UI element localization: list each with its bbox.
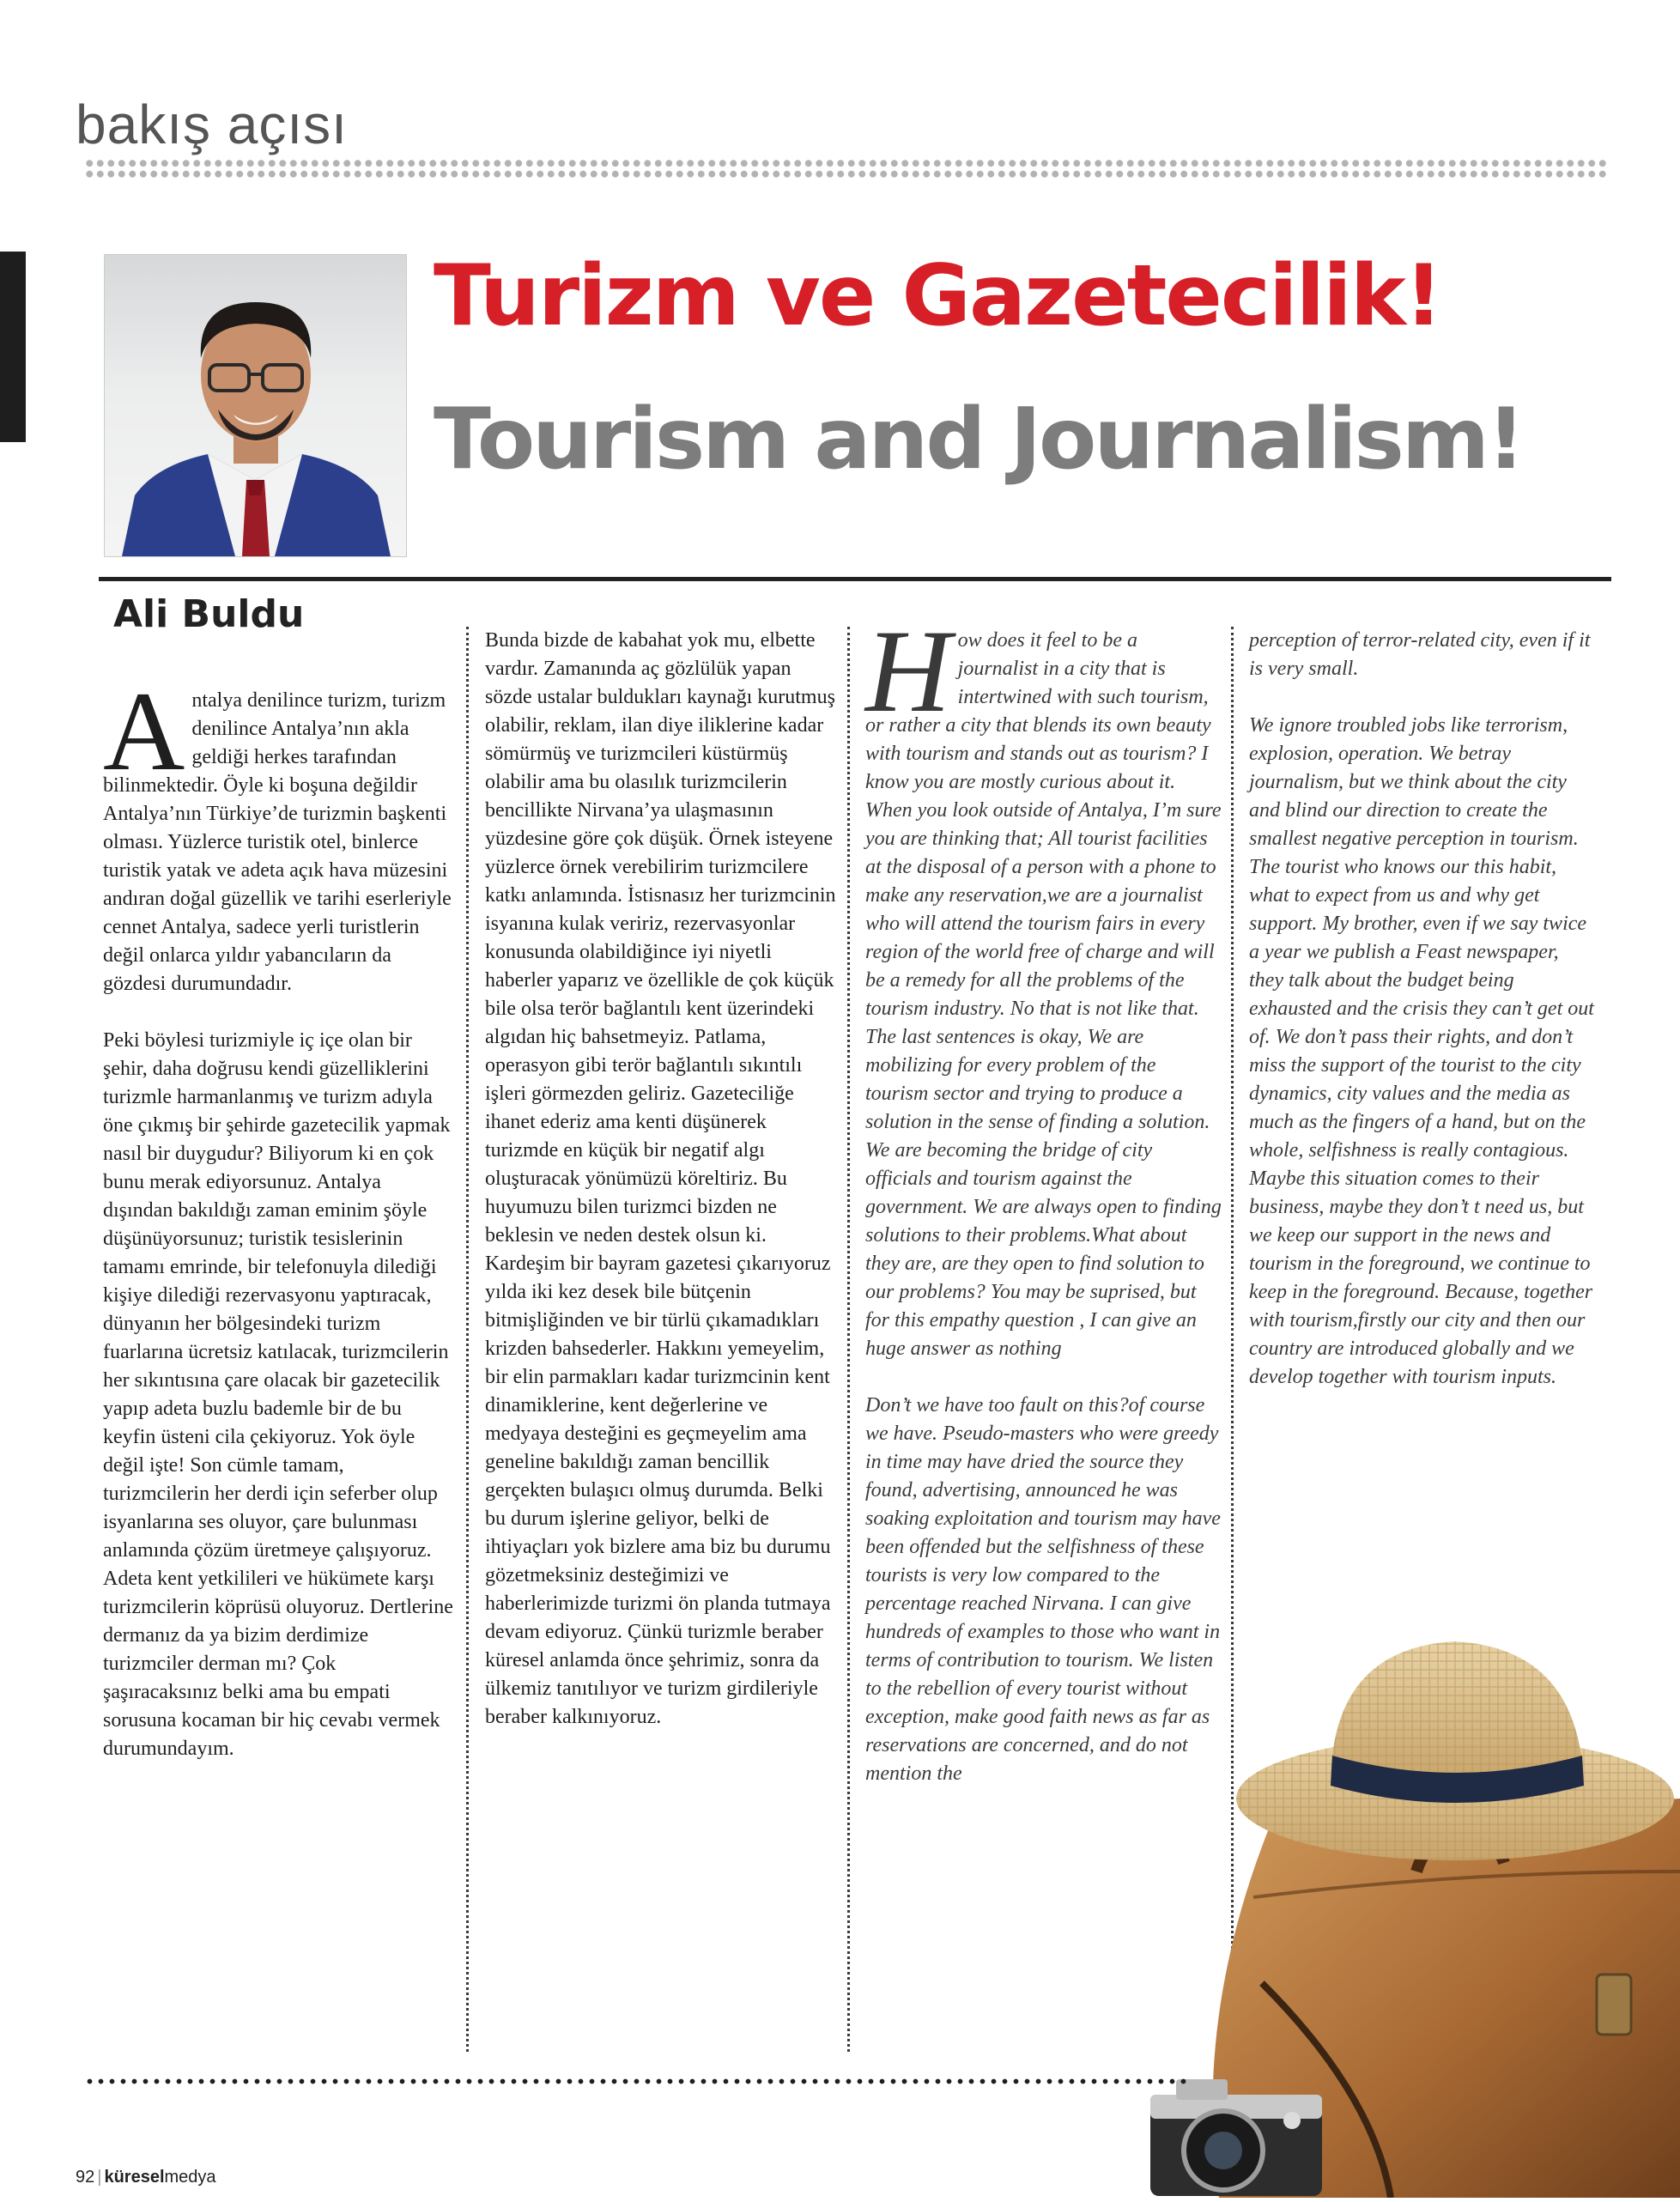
page-number: 92 [76, 2168, 95, 2187]
paragraph: We ignore troubled jobs like terrorism, explosion, operation. We betray journalism, but we think about the city and blind our direction to create the smallest negative perception in tourism. The tourist who knows our this habit, what to expect from us and why get support. My brother, even if we say twice a year we publish a Feast newspaper, they talk about the budget being exhausted and the crisis they can’t get out of. We don’t pass their rights, and don’t miss the support of the tourist to the city dynamics, city values and the media as much as the fingers of a hand, but on the whole, selfishness is really contagious. Maybe this situation comes to their business, maybe they don’t t need us, but we keep our support in the news and tourism in the foreground, we continue to keep in the foreground. Because, together with tourism,firstly our city and then our country are introduced globally and we develop together with tourism inputs. [1249, 714, 1594, 1388]
column-divider [847, 627, 850, 2052]
side-tab-marker [0, 252, 26, 442]
paragraph: Don’t we have too fault on this?of course we have. Pseudo-masters who were greedy in time may have dried the source they found, advertising, announced he was soaking exploitation and tourism may have been offended but the selfishness of these tourists is very low compared to the percentage reached Nirvana. I can give hundreds of examples to those who want in terms of contribution to tourism. We listen to the rebellion of every tourist without exception, make good faith news as far as reservations are concerned, and do not mention the [865, 1394, 1221, 1785]
drop-cap: H [865, 605, 951, 737]
headline-turkish: Turizm ve Gazetecilik! [434, 247, 1441, 345]
magazine-brand-suffix: medya [164, 2168, 216, 2187]
paragraph: perception of terror-related city, even if it is very small. [1249, 629, 1591, 680]
paragraph [865, 605, 1222, 1363]
section-title: bakış açısı [76, 94, 348, 155]
page-footer [76, 2168, 216, 2187]
column-divider [466, 627, 469, 2052]
headline-english: Tourism and Journalism! [434, 391, 1523, 488]
paragraph: Bunda bizde de kabahat yok mu, elbette vardır. Zamanında aç gözlülük yapan sözde ustalar buldukları kaynağı kurutmuş olabilir, reklam, ilan diye iliklerine kadar sömürmüş ve turizmcileri küstürmüş olabilir ama bu olasılık turizmcilerin bencillikte Nirvana’ya ulaşmasının yüzdesine göre çok düşük. Örnek isteyene yüzlerce örnek verebilirim turizmcilere katkı anlamında. İstisnasız her turizmcinin isyanına kulak veririz, rezervasyonlar konusunda olabildiğince iyi niyetli haberler yaparız ve özellikle de çok küçük bile olsa terör bağlantılı kent üzerindeki algıdan hiç bahsetmeyiz. Patlama, operasyon gibi terör bağlantılı sıkıntılı işleri görmezden geliriz. Gazeteciliğe ihanet ederiz ama kenti düşünerek turizmde en küçük bir negatif algı oluşturacak yönümüzü köreltiriz. Bu huyumuzu bilen turizmci bizden ne beklesin ve neden destek olsun ki. Kardeşim bir bayram gazetesi çıkarıyoruz yılda iki kez desek bile bütçenin bitmişliğinden ve bir türlü çıkamadıkları krizden bahsederler. Hakkını yemeyelim, bir elin parmakları kadar turizmcinin kent dinamiklerine, kent değerlerine ve medyaya desteğini es geçmeyelim ama geneline bakıldığı zaman bencillik gerçekten bulaşıcı olmuş durumda. Belki bu durum işlerine geliyor, belki de ihtiyaçları yok bizlere ama biz bu durumu gözetmeksiniz desteğimizi ve haberlerimizde turizmi ön planda tutmaya devam ediyoruz. Çünkü turizmle beraber küresel anlamda önce şehrimiz, sonra da ülkemiz tanıtılıyor ve turizm girdileriyle beraber kalkınıyoruz. [485, 629, 836, 1728]
article-column-4 [1249, 627, 1597, 1420]
drop-cap: A [103, 668, 185, 794]
magazine-brand: küresel [104, 2168, 165, 2187]
paragraph-text: ow does it feel to be a journalist in a city that is intertwined with such tourism, or rather a city that blends its own beauty with tourism and stands out as tourism? I know you are mostly curious about it. When you look outside of Antalya, I’m sure you are thinking that; All tourist facilities at the disposal of a person with a phone to make any reservation,we are a journalist who will attend the tourism fairs in every region of the world free of charge and will be a remedy for all the problems of the tourism industry. No that is not like that. The last sentences is okay, We are mobilizing for every problem of the tourism sector and trying to produce a solution in the sense of finding a solution. We are becoming the bridge of city officials and tourism against the government. We are always open to finding solutions to their problems.What about they are, are they open to find solution to our problems? You may be suprised, but for this empathy question , I can give an huge answer as nothing [865, 629, 1222, 1360]
dotted-divider-bottom [84, 2076, 1192, 2088]
author-portrait-illustration [105, 255, 406, 556]
header-rule [99, 577, 1611, 581]
author-photo [104, 254, 407, 557]
paragraph [103, 668, 455, 998]
dotted-divider [84, 158, 1608, 180]
footer-separator: | [97, 2168, 102, 2187]
article-column-1 [103, 668, 455, 1792]
suitcase-hat-camera-image [1116, 1614, 1680, 2198]
author-name: Ali Buldu [113, 592, 305, 636]
paragraph: Peki böylesi turizmiyle iç içe olan bir şehir, daha doğrusu kendi güzelliklerini turizmle harmanlanmış ve turizm adıyla öne çıkmış bir şehirde gazetecilik yapmak nasıl bir duygudur? Biliyorum ki en çok bunu merak ediyorsunuz. Antalya dışından bakıldığı zaman eminim şöyle düşünüyorsunuz; turistik tesislerinin tamamı emrinde, bir telefonuyla dilediği kişiye dilediği rezervasyonu yaptıracak, dünyanın her bölgesindeki turizm fuarlarına ücretsiz katılacak, turizmcilerin her sıkıntısına çare olacak bir gazetecilik yapıp adeta buzlu bademle bir de bu keyfin üsteni cila çekiyoruz. Yok öyle değil işte! Son cümle tamam, turizmcilerin her derdi için seferber olup isyanlarına ses oluyor, çare bulunması anlamında çözüm üretmeye çalışıyoruz. Adeta kent yetkilileri ve hükümete karşı turizmcilerin köprüsü oluyoruz. Dertlerine dermanız da ya bizim derdimize turizmciler derman mı? Çok şaşıracaksınız belki ama bu empati sorusuna kocaman bir hiç cevabı vermek durumundayım. [103, 1029, 453, 1760]
paragraph-text: ntalya denilince turizm, turizm denilince Antalya’nın akla geldiği herkes tarafından bilinmektedir. Öyle ki boşuna değildir Antalya’nın Türkiye’de turizmin başkenti olması. Yüzlerce turistik otel, binlerce turistik yatak ve adeta açık hava müzesini andıran doğal güzellik ve tarihi eserleriyle cennet Antalya, sadece yerli turistlerin değil onlarca yıldır yabancıların da gözdesi durumundadır. [103, 689, 452, 995]
article-column-2 [485, 627, 837, 1760]
